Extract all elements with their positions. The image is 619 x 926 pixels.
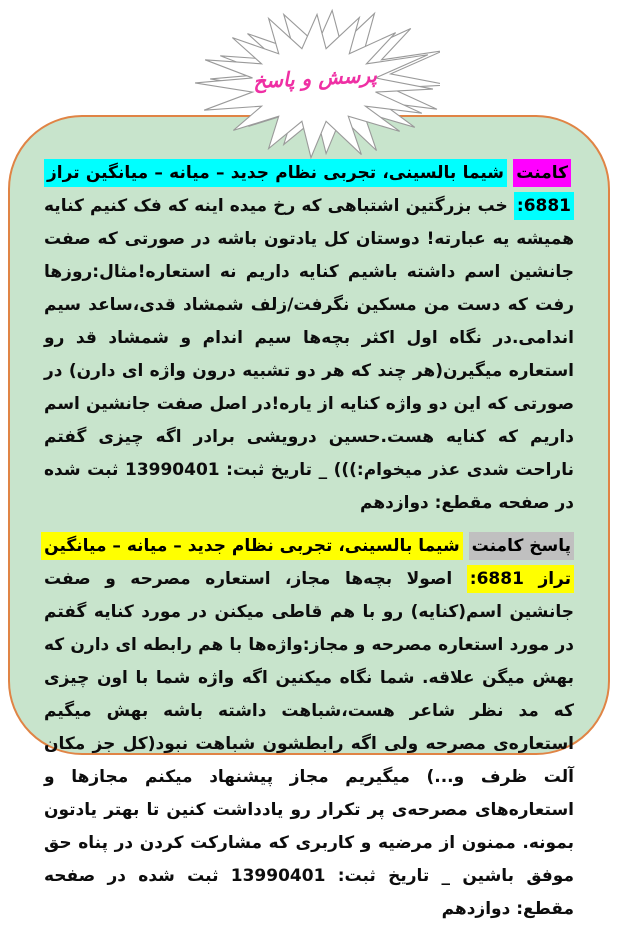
reply-body-text: اصولا بچه‌ها مجاز، استعاره مصرحه و صفت جانشین اسم(کنایه) رو با هم قاطی میکنن در مورد کنایه گفتم در مورد استعاره مصرحه و مجاز:واژه‌ها با هم رابطه ای دارن که بهش میگن علاقه. شما نگاه میکنین اگه واژه شما با اون چیزی که مد نظر شاعر هست،شباهت داشته باشه بهش میگیم استعاره‌ی مصرحه ولی اگه رابطشون شباهت نبود(کل جز مکان آلت ظرف و...) میگیریم مجاز پیشنهاد میکنم مجازها و استعاره‌های مصرحه‌ی پر تکرار رو یادداشت کنین تا بهتر یادتون بمونه. ممنون از مرضیه و کاربری که مشارکت کردن در پناه حق موفق باشین _ تاریخ ثبت: 13990401 ثبت شده در صفحه مقطع: دوازدهم bbox=[44, 569, 574, 919]
reply-paragraph bbox=[44, 530, 574, 926]
comment-prefix-highlight: کامنت bbox=[513, 159, 571, 187]
comment-paragraph bbox=[44, 157, 574, 520]
reply-prefix-highlight: پاسخ کامنت bbox=[469, 532, 574, 560]
comment-author-highlight: شیما بالسینی، تجربی نظام جدید – میانه – میانگین تراز 6881: bbox=[44, 159, 574, 220]
reply-author-highlight: شیما بالسینی، تجربی نظام جدید – میانه – میانگین تراز 6881: bbox=[41, 532, 574, 593]
qa-badge-label: پرسش و پاسخ bbox=[252, 62, 378, 94]
comment-body-text: خب بزرگتین اشتباهی که رخ میده اینه که فک کنیم کنایه همیشه یه عبارته! دوستان کل یادتون باشه در صورتی که صفت جانشین اسم داشته باشیم کنایه داریم نه استعاره!مثال:روزها رفت که دست من مسکین نگرفت/زلف شمشاد قدی،ساعد سیم اندامی.در نگاه اول اکثر بچه‌ها سیم اندام و شمشاد قد رو استعاره میگیرن(هر چند که هر دو تشبیه درون واژه ای دارن) در صورتی که این دو واژه کنایه از یاره!در اصل صفت جانشین اسم داریم که کنایه هست.حسین درویشی برادر اگه چیزی گفتم ناراحت شدی عذر میخوام:))) _ تاریخ ثبت: 13990401 ثبت شده در صفحه مقطع: دوازدهم bbox=[44, 196, 574, 513]
comment-board bbox=[8, 115, 610, 919]
